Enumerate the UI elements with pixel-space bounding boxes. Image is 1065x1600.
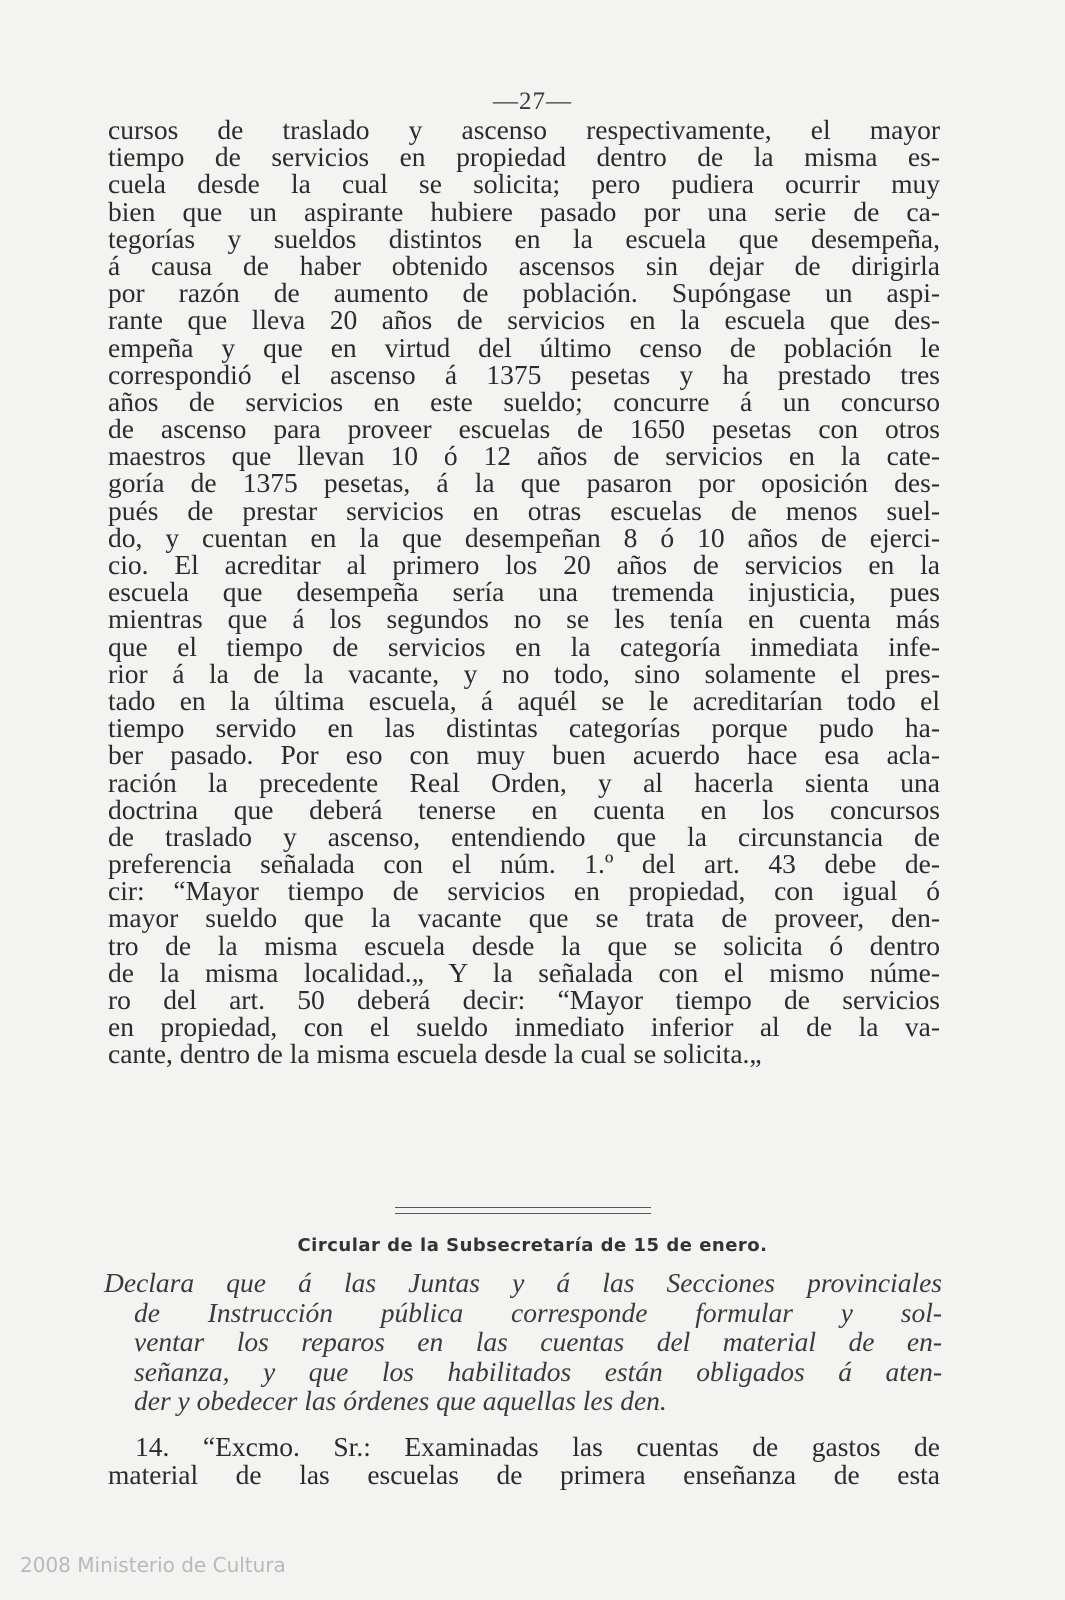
body-line: de ascenso para proveer escuelas de 1650 pesetas con otros <box>108 413 940 445</box>
page-number: —27— <box>493 88 572 115</box>
paragraph-line: 14. “Excmo. Sr.: Examinadas las cuentas de gastos de <box>135 1431 940 1462</box>
section-divider <box>395 1207 651 1208</box>
body-line: correspondió el ascenso á 1375 pesetas y ha prestado tres <box>108 358 940 390</box>
body-line: escuela que desempeña sería una tremenda injusticia, pues <box>108 576 940 608</box>
watermark: 2008 Ministerio de Cultura <box>20 1553 286 1577</box>
section-divider <box>395 1213 651 1214</box>
body-line: de traslado y ascenso, entendiendo que la circunstancia de <box>108 820 940 852</box>
body-line: mayor sueldo que la vacante que se trata de proveer, den- <box>108 902 940 934</box>
body-line: años de servicios en este sueldo; concurre á un concurso <box>108 385 940 417</box>
body-line: ración la precedente Real Orden, y al hacerla sienta una <box>108 766 940 798</box>
body-line: rante que lleva 20 años de servicios en la escuela que des- <box>108 304 940 336</box>
body-line: cir: “Mayor tiempo de servicios en propiedad, con igual ó <box>108 875 940 907</box>
body-line: ber pasado. Por eso con muy buen acuerdo hace esa acla- <box>108 739 940 771</box>
section-heading: Circular de la Subsecretaría de 15 de enero. <box>297 1235 768 1256</box>
body-line: cuela desde la cual se solicita; pero pudiera ocurrir muy <box>108 168 940 200</box>
body-line: cante, dentro de la misma escuela desde la cual se solicita.„ <box>108 1038 762 1070</box>
section-summary <box>104 1268 942 1416</box>
body-line: tiempo de servicios en propiedad dentro de la misma es- <box>108 141 940 173</box>
body-line: ro del art. 50 deberá decir: “Mayor tiempo de servicios <box>108 984 940 1015</box>
summary-line: ventar los reparos en las cuentas del material de en- <box>134 1326 942 1357</box>
paragraph-line: material de las escuelas de primera enseñanza de esta <box>108 1459 940 1490</box>
body-line: que el tiempo de servicios en la categoría inmediata infe- <box>108 630 940 662</box>
body-line: do, y cuentan en la que desempeñan 8 ó 10 años de ejerci- <box>108 521 940 553</box>
body-line: tiempo servido en las distintas categorías porque pudo ha- <box>108 712 940 744</box>
body-line: mientras que á los segundos no se les tenía en cuenta más <box>108 603 940 635</box>
body-line: tado en la última escuela, á aquél se le acreditarían todo el <box>108 684 940 716</box>
body-line: pués de prestar servicios en otras escuelas de menos suel- <box>108 494 940 526</box>
summary-line: der y obedecer las órdenes que aquellas les den. <box>134 1385 667 1416</box>
body-line: de la misma localidad.„ Y la señalada con el mismo núme- <box>108 956 940 988</box>
body-text <box>108 116 940 1068</box>
body-line: cursos de traslado y ascenso respectivamente, el mayor <box>108 114 940 145</box>
circular-paragraph <box>108 1433 940 1489</box>
summary-line: de Instrucción pública corresponde formular y sol- <box>134 1296 942 1328</box>
body-line: doctrina que deberá tenerse en cuenta en los concursos <box>108 793 940 825</box>
body-line: cio. El acreditar al primero los 20 años de servicios en la <box>108 549 940 580</box>
body-line: preferencia señalada con el núm. 1.º del art. 43 debe de- <box>108 848 940 880</box>
body-line: á causa de haber obtenido ascensos sin dejar de dirigirla <box>108 249 940 281</box>
body-line: goría de 1375 pesetas, á la que pasaron por oposición des- <box>108 467 940 499</box>
body-line: tegorías y sueldos distintos en la escuela que desempeña, <box>108 222 940 254</box>
body-line: tro de la misma escuela desde la que se solicita ó dentro <box>108 929 940 961</box>
summary-line: señanza, y que los habilitados están obligados á aten- <box>134 1355 942 1387</box>
body-line: empeña y que en virtud del último censo de población le <box>108 331 940 363</box>
body-line: por razón de aumento de población. Supóngase un aspi- <box>108 277 940 309</box>
body-line: maestros que llevan 10 ó 12 años de servicios en la cate- <box>108 440 940 472</box>
body-line: rior á la de la vacante, y no todo, sino solamente el pres- <box>108 657 940 689</box>
body-line: en propiedad, con el sueldo inmediato inferior al de la va- <box>108 1011 940 1043</box>
summary-line: Declara que á las Juntas y á las Secciones provinciales <box>104 1267 942 1298</box>
body-line: bien que un aspirante hubiere pasado por una serie de ca- <box>108 195 940 227</box>
